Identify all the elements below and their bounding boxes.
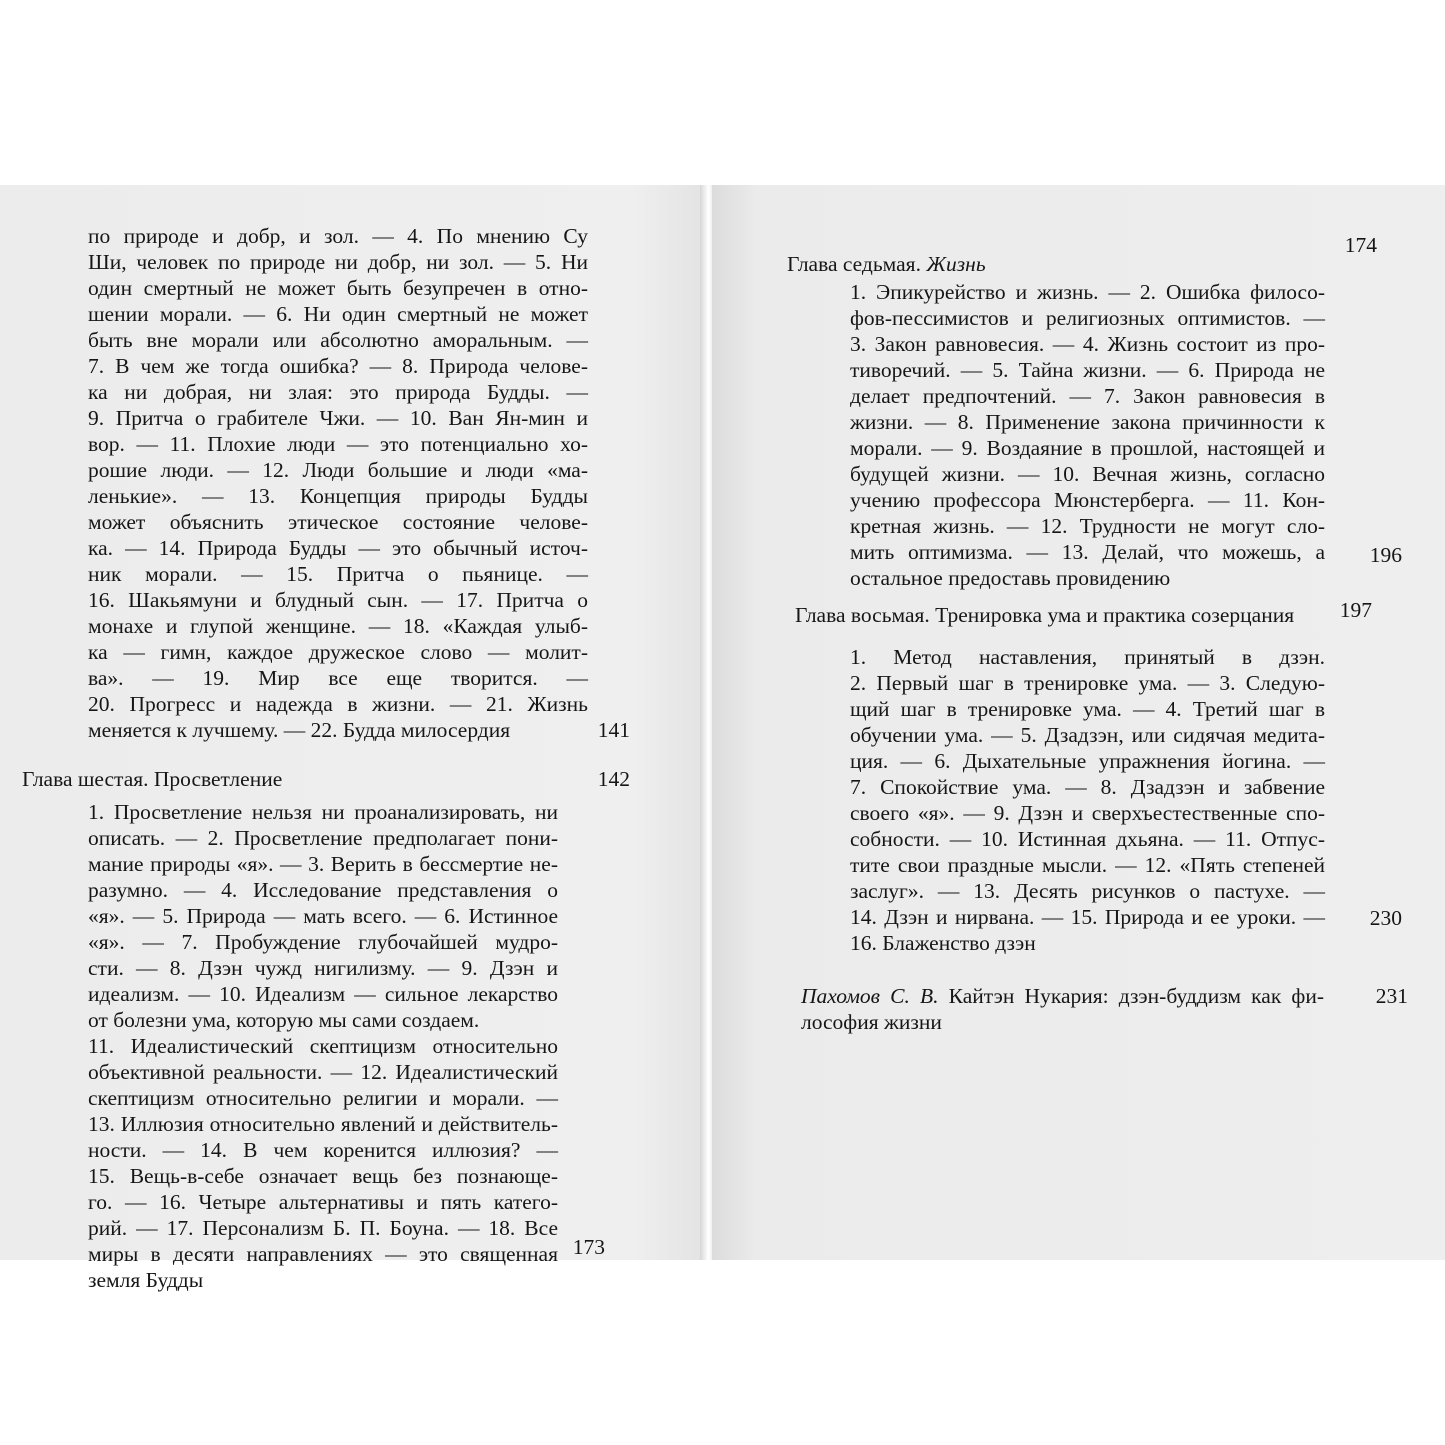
chapter-title: Глава седьмая. Жизнь bbox=[787, 252, 986, 276]
toc-line: 20. Прогресс и надежда в жизни. — 21. Жизнь bbox=[88, 692, 588, 716]
toc-line: «я». — 5. Природа — мать всего. — 6. Истинное bbox=[88, 904, 558, 928]
page-number: 230 bbox=[1369, 906, 1402, 930]
toc-line: мание природы «я». — 3. Верить в бессмертие не- bbox=[88, 852, 558, 876]
page-number: 174 bbox=[1344, 233, 1377, 257]
toc-line: ленькие». — 13. Концепция природы Будды bbox=[88, 484, 588, 508]
page-number: 141 bbox=[597, 718, 630, 742]
toc-line: 16. Шакьямуни и блудный сын. — 17. Притча о bbox=[88, 588, 588, 612]
toc-line: 11. Идеалистический скептицизм относительно bbox=[88, 1034, 558, 1058]
toc-line: идеализм. — 10. Идеализм — сильное лекарство bbox=[88, 982, 558, 1006]
toc-line: шении морали. — 6. Ни один смертный не может bbox=[88, 302, 588, 326]
toc-line: ник морали. — 15. Притча о пьянице. — bbox=[88, 562, 588, 586]
toc-line: жизни. — 8. Применение закона причинности к bbox=[850, 410, 1325, 434]
toc-line: 9. Притча о грабителе Чжи. — 10. Ван Ян-мин и bbox=[88, 406, 588, 430]
toc-line: морали. — 9. Воздаяние в прошлой, настоящей и bbox=[850, 436, 1325, 460]
toc-line: рий. — 17. Персонализм Б. П. Боуна. — 18. Все bbox=[88, 1216, 558, 1240]
toc-line: 3. Закон равновесия. — 4. Жизнь состоит из про- bbox=[850, 332, 1325, 356]
toc-line: мить оптимизма. — 13. Делай, что можешь, а bbox=[850, 540, 1325, 564]
toc-line: разумно. — 4. Исследование представления о bbox=[88, 878, 558, 902]
toc-line: от болезни ума, которую мы сами создаем. bbox=[88, 1008, 480, 1032]
chapter-title: Глава шестая. Просветление bbox=[22, 767, 283, 791]
toc-line: 1. Эпикурейство и жизнь. — 2. Ошибка филосо- bbox=[850, 280, 1325, 304]
toc-line: описать. — 2. Просветление предполагает пони- bbox=[88, 826, 558, 850]
afterword-line: лософия жизни bbox=[801, 1010, 942, 1034]
toc-line: 2. Первый шаг в тренировке ума. — 3. Следую- bbox=[850, 671, 1325, 695]
toc-line: тиворечий. — 5. Тайна жизни. — 6. Природа не bbox=[850, 358, 1325, 382]
toc-line: быть вне морали или абсолютно аморальным. — bbox=[88, 328, 588, 352]
toc-line: 15. Вещь-в-себе означает вещь без познающе- bbox=[88, 1164, 558, 1188]
toc-line: 1. Просветление нельзя ни проанализировать, ни bbox=[88, 800, 558, 824]
toc-line: Ши, человек по природе ни добр, ни зол. — 5. Ни bbox=[88, 250, 588, 274]
toc-line: ка ни добрая, ни злая: это природа Будды. — bbox=[88, 380, 588, 404]
book-spread bbox=[0, 185, 1445, 1292]
toc-line: го. — 16. Четыре альтернативы и пять катего- bbox=[88, 1190, 558, 1214]
toc-line: по природе и добр, и зол. — 4. По мнению Су bbox=[88, 224, 588, 248]
page-number: 142 bbox=[597, 767, 630, 791]
toc-line: скептицизм относительно религии и морали. — bbox=[88, 1086, 558, 1110]
toc-line: монахе и глупой женщине. — 18. «Каждая улыб- bbox=[88, 614, 588, 638]
toc-line: сти. — 8. Дзэн чужд нигилизму. — 9. Дзэн и bbox=[88, 956, 558, 980]
toc-line: 7. Спокойствие ума. — 8. Дзадзэн и забвение bbox=[850, 775, 1325, 799]
right-page bbox=[712, 185, 1445, 1260]
toc-line: собности. — 10. Истинная дхьяна. — 11. Отпус- bbox=[850, 827, 1325, 851]
leader-dots bbox=[1212, 565, 1322, 591]
toc-line: 1. Метод наставления, принятый в дзэн. bbox=[850, 645, 1325, 669]
left-page bbox=[0, 185, 704, 1292]
toc-line: своего «я». — 9. Дзэн и сверхъестественные спо- bbox=[850, 801, 1325, 825]
chapter-title-italic: Жизнь bbox=[926, 252, 986, 276]
leader-dots bbox=[312, 766, 564, 792]
toc-line: кретная жизнь. — 12. Трудности не могут сло- bbox=[850, 514, 1325, 538]
leader-dots bbox=[952, 1009, 1324, 1035]
page-number: 196 bbox=[1369, 543, 1402, 567]
toc-line: 13. Иллюзия относительно явлений и действитель- bbox=[88, 1112, 558, 1136]
toc-line: меняется к лучшему. — 22. Будда милосердия bbox=[88, 718, 511, 742]
afterword-line: Пахомов С. В. Кайтэн Нукария: дзэн-буддизм как фи- bbox=[801, 984, 1324, 1008]
toc-line: обучении ума. — 5. Дзадзэн, или сидячая медита- bbox=[850, 723, 1325, 747]
page-number: 197 bbox=[1339, 598, 1372, 622]
toc-line: ности. — 14. В чем коренится иллюзия? — bbox=[88, 1138, 558, 1162]
toc-line: фов-пессимистов и религиозных оптимистов. — bbox=[850, 306, 1325, 330]
toc-line: «я». — 7. Пробуждение глубочайшей мудро- bbox=[88, 930, 558, 954]
page-number: 173 bbox=[572, 1235, 605, 1259]
toc-line: 14. Дзэн и нирвана. — 15. Природа и ее уроки. — bbox=[850, 905, 1325, 929]
toc-line: 7. В чем же тогда ошибка? — 8. Природа челове- bbox=[88, 354, 588, 378]
toc-line: рошие люди. — 12. Люди большие и люди «ма- bbox=[88, 458, 588, 482]
afterword-author: Пахомов С. В. bbox=[801, 984, 939, 1008]
toc-line: учению профессора Мюнстерберга. — 11. Кон- bbox=[850, 488, 1325, 512]
toc-line: ка. — 14. Природа Будды — это обычный источ- bbox=[88, 536, 588, 560]
chapter-title: Глава восьмая. Тренировка ума и практика созерцания bbox=[795, 603, 1295, 627]
toc-line: заслуг». — 13. Десять рисунков о пастухе. — bbox=[850, 879, 1325, 903]
page-number: 231 bbox=[1375, 984, 1408, 1008]
toc-line: объективной реальности. — 12. Идеалистический bbox=[88, 1060, 558, 1084]
leader-dots bbox=[1012, 243, 1312, 269]
toc-line: миры в десяти направлениях — это священная bbox=[88, 1242, 558, 1266]
leader-dots bbox=[1064, 930, 1322, 956]
toc-line: делает предпочтений. — 7. Закон равновесия в bbox=[850, 384, 1325, 408]
toc-line: ция. — 6. Дыхательные упражнения йогина. — bbox=[850, 749, 1325, 773]
toc-line: один смертный не может быть безупречен в отно- bbox=[88, 276, 588, 300]
toc-line: может объяснить этическое состояние челове- bbox=[88, 510, 588, 534]
toc-line: тите свои праздные мысли. — 12. «Пять степеней bbox=[850, 853, 1325, 877]
toc-line: щий шаг в тренировке ума. — 4. Третий шаг в bbox=[850, 697, 1325, 721]
toc-line: земля Будды bbox=[88, 1268, 204, 1292]
toc-line: ка — гимн, каждое дружеское слово — молит- bbox=[88, 640, 588, 664]
toc-line: будущей жизни. — 10. Вечная жизнь, согласно bbox=[850, 462, 1325, 486]
toc-line: 16. Блаженство дзэн bbox=[850, 931, 1036, 955]
toc-line: остальное предоставь провидению bbox=[850, 566, 1171, 590]
toc-line: вор. — 11. Плохие люди — это потенциально хо- bbox=[88, 432, 588, 456]
toc-line: ва». — 19. Мир все еще творится. — bbox=[88, 666, 588, 690]
